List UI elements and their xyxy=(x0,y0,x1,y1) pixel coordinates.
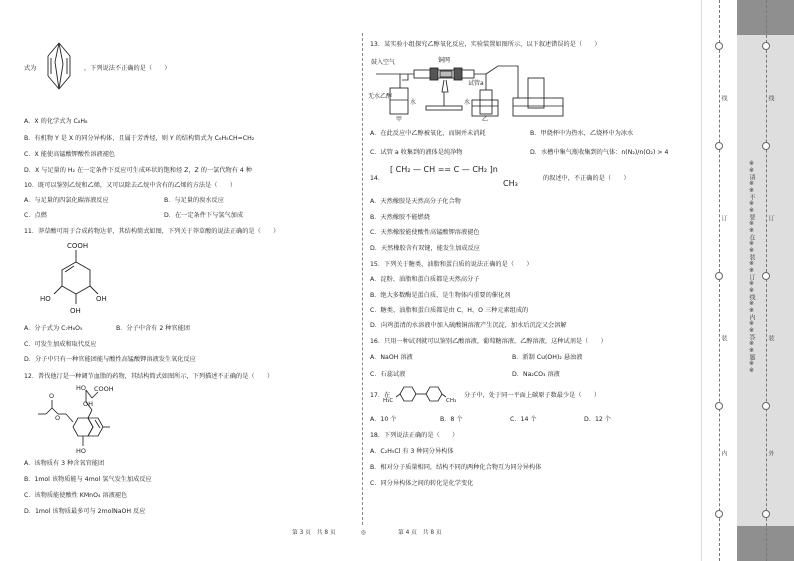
q15-stem: 15．下列关于糖类、油脂和蛋白质的说法正确的是（ ） xyxy=(370,261,533,268)
q8-option-d: D．X 与足量的 H₂ 在一定条件下反应可生成环状的饱和烃 Z，Z 的一氯代物有 4 种 xyxy=(24,167,252,174)
binding-hole-outer-2 xyxy=(762,142,770,150)
q13-stem: 13．某实验小组探究乙醇氧化反应，实验装置如图所示，以下叙述错误的是（ ） xyxy=(370,41,601,48)
q12-stem: 12．普伐他汀是一种调节血脂的药物，其结构简式如图所示，下列描述不正确的是（ ） xyxy=(24,373,274,380)
binding-inner-label-xian: 线 xyxy=(720,95,727,101)
binding-hole-outer-5 xyxy=(762,510,770,518)
q13-label-yi: 乙 xyxy=(482,116,489,122)
q18-option-a: A．C₂H₅Cl 有 3 种同分异构体 xyxy=(370,448,454,455)
binding-inner-label-zhuang: 装 xyxy=(720,335,727,341)
q11-oh-label-bottom: OH xyxy=(70,307,81,315)
q14-option-d: D．天然橡胶含有双键，能发生加成反应 xyxy=(370,245,480,252)
q17-option-a: A．10 个 xyxy=(370,416,397,423)
binding-outer-label-wai: 外 xyxy=(767,450,774,456)
q13-label-mesh: 铜网 xyxy=(438,57,451,64)
binding-inner-label-nei: 内 xyxy=(720,450,727,456)
q13-label-tube-a: 试管a xyxy=(468,80,484,87)
q16-option-c: C．石蕊试液 xyxy=(370,371,406,378)
q17-option-c: C．14 个 xyxy=(510,416,537,423)
q12-o-label-2: O xyxy=(49,392,55,400)
q12-option-d: D．1mol 该物质最多可与 2molNaOH 反应 xyxy=(24,508,146,515)
q13-label-water-1: 水 xyxy=(410,99,417,106)
q12-cooh-label: COOH xyxy=(94,385,114,393)
q10-stem: 10．既可以鉴别乙烷和乙烯，又可以除去乙烷中含有的乙烯的方法是（ ） xyxy=(24,182,237,189)
binding-dashed-line-outer xyxy=(766,0,767,561)
page-number-right: 第 4 页 共 8 页 xyxy=(398,530,442,536)
q13-label-air: 鼓入空气 xyxy=(371,59,396,66)
binding-outer-label-ding: 订 xyxy=(767,215,774,221)
binding-hole-outer-4 xyxy=(762,402,770,410)
q12-pravastatin-structure xyxy=(28,382,128,456)
q16-stem: 16．只用一种试剂就可以鉴别乙酸溶液，葡萄糖溶液，乙醇溶液，这种试剂是（ ） xyxy=(370,338,607,345)
q15-option-c: C．糖类、油脂和蛋白质都是由 C、H、O 三种元素组成的 xyxy=(370,307,529,314)
q16-option-d: D．Na₂CO₃ 溶液 xyxy=(512,371,560,378)
q8-option-a: A．X 的化学式为 C₈H₈ xyxy=(24,118,88,125)
q11-option-c: C．可发生加成和取代反应 xyxy=(24,341,97,348)
q15-option-a: A．淀粉、油脂和蛋白质都是天然高分子 xyxy=(370,276,480,283)
q11-shikimic-acid-structure xyxy=(36,238,126,322)
q11-option-a: A．分子式为 C₇H₆O₅ xyxy=(24,325,83,332)
page-center-mark: ◎ xyxy=(361,530,367,536)
q18-option-b: B．相对分子质量相同，结构不同的两种化合物互为同分异构体 xyxy=(370,464,542,471)
binding-hole-3 xyxy=(715,272,723,280)
q15-option-b: B．绝大多数酶是蛋白质，是生物体内重要的催化剂 xyxy=(370,292,511,299)
q17-option-b: B．8 个 xyxy=(440,416,463,423)
q13-label-jia: 甲 xyxy=(396,116,403,122)
q13-label-anhydrous-ethanol: 无水乙醇 xyxy=(368,93,393,100)
q13-apparatus-diagram xyxy=(368,52,578,122)
binding-hole-2 xyxy=(715,142,723,150)
q11-option-b: B．分子中含有 2 种官能团 xyxy=(116,325,190,332)
q18-stem: 18．下列说法正确的是（ ） xyxy=(370,432,459,439)
q11-option-d: D．分子中只有一种官能团能与酸性高锰酸钾溶液发生氧化反应 xyxy=(24,356,196,363)
q17-stem-suffix: 分子中，处于同一平面上碳原子数最少是（ ） xyxy=(464,392,601,399)
q14-stem-prefix: 14． xyxy=(370,175,385,182)
q10-option-b: B．与足量的溴水反应 xyxy=(164,197,224,204)
q14-polymer-formula: [ CH₂ — CH == C — CH₂ ]n xyxy=(390,165,498,174)
binding-outer-label-zhuang: 装 xyxy=(767,335,774,341)
q14-option-c: C．天然橡胶能使酸性高锰酸钾溶液褪色 xyxy=(370,229,480,236)
q8-bicyclic-structure xyxy=(39,40,79,92)
q17-option-d: D．12 个 xyxy=(584,416,611,423)
q8-option-b: B．有机物 Y 是 X 的同分异构体，且属于芳香烃，则 Y 的结构简式为 C₆H₅CH=CH₂ xyxy=(24,135,255,142)
q10-option-a: A．与足量的四氯化碳溶液反应 xyxy=(24,197,109,204)
binding-hole-5 xyxy=(715,510,723,518)
q17-stem-prefix: 17．在 xyxy=(370,392,391,399)
q14-option-b: B．天然橡胶不能燃烧 xyxy=(370,214,430,221)
q12-option-c: C．该物质能使酸性 KMnO₄ 溶液褪色 xyxy=(24,492,128,499)
q10-option-d: D．在一定条件下与氢气加成 xyxy=(164,212,244,219)
q8-option-c: C．X 能使高锰酸钾酸性溶液褪色 xyxy=(24,151,115,158)
binding-warning-text: ※※请※※不※※要※※在※※装※※订※※线※※内※※答※※题※※ xyxy=(748,160,755,374)
q11-ho-label-left: HO xyxy=(40,295,51,303)
q13-option-d: D．水槽中集气瓶收集到的气体：n(N₂)/n(O₂) > 4 xyxy=(530,149,669,156)
q13-option-c: C．试管 a 收集到的液体是纯净物 xyxy=(370,149,463,156)
q14-methyl-group: CH₃ xyxy=(503,179,518,188)
q14-option-a: A．天然橡胶是天然高分子化合物 xyxy=(370,198,461,205)
q16-option-b: B．新制 Cu(OH)₂ 悬浊液 xyxy=(512,354,583,361)
binding-outer-label-xian: 线 xyxy=(767,95,774,101)
q12-o-label-1: O xyxy=(55,414,61,422)
binding-hole-outer-1 xyxy=(762,42,770,50)
q11-oh-label-right: OH xyxy=(96,295,107,303)
binding-hole-1 xyxy=(715,42,723,50)
q17-ch3-label: CH₃ xyxy=(446,398,457,404)
q12-option-a: A．该物质有 3 种含氧官能团 xyxy=(24,460,105,467)
binding-inner-label-ding: 订 xyxy=(720,215,727,221)
q14-stem-suffix: 的叙述中，不正确的是（ ） xyxy=(543,175,630,182)
q18-option-c: C．同分异构体之间的转化是化学变化 xyxy=(370,480,474,487)
q16-option-a: A．NaOH 溶液 xyxy=(370,354,413,361)
q11-stem: 11．莽草酸可用于合成药物达菲，其结构简式如图，下列关于莽草酸的说法正确的是（ ） xyxy=(24,228,280,235)
q13-option-a: A．在此反应中乙醇被氧化，而铜并未消耗 xyxy=(370,130,486,137)
column-divider xyxy=(362,33,363,525)
q8-stem-prefix: 式为 xyxy=(24,65,37,72)
q12-option-b: B．1mol 该物质能与 4mol 氢气发生加成反应 xyxy=(24,476,152,483)
binding-hole-4 xyxy=(715,402,723,410)
q13-option-b: B．甲烧杯中为热水，乙烧杯中为冰水 xyxy=(530,130,634,137)
binding-dashed-line-inner xyxy=(719,0,720,561)
q10-option-c: C．点燃 xyxy=(24,212,47,219)
q12-oh-label: OH xyxy=(83,400,94,408)
q8-stem-suffix: ，下列说法不正确的是（ ） xyxy=(84,65,171,72)
q17-h3c-label: H₃C xyxy=(383,398,394,404)
q12-ho-label: HO xyxy=(76,384,87,392)
page-number-left: 第 3 页 共 8 页 xyxy=(292,530,336,536)
binding-hole-outer-3 xyxy=(762,272,770,280)
q13-label-water-2: 水 xyxy=(464,99,471,106)
q11-cooh-label: COOH xyxy=(67,242,89,250)
q15-option-d: D．向鸡蛋清的水溶液中加入硫酸铜溶液产生沉淀，加水后沉淀又会溶解 xyxy=(370,322,567,329)
q12-ho-label-bottom: HO xyxy=(76,447,87,455)
